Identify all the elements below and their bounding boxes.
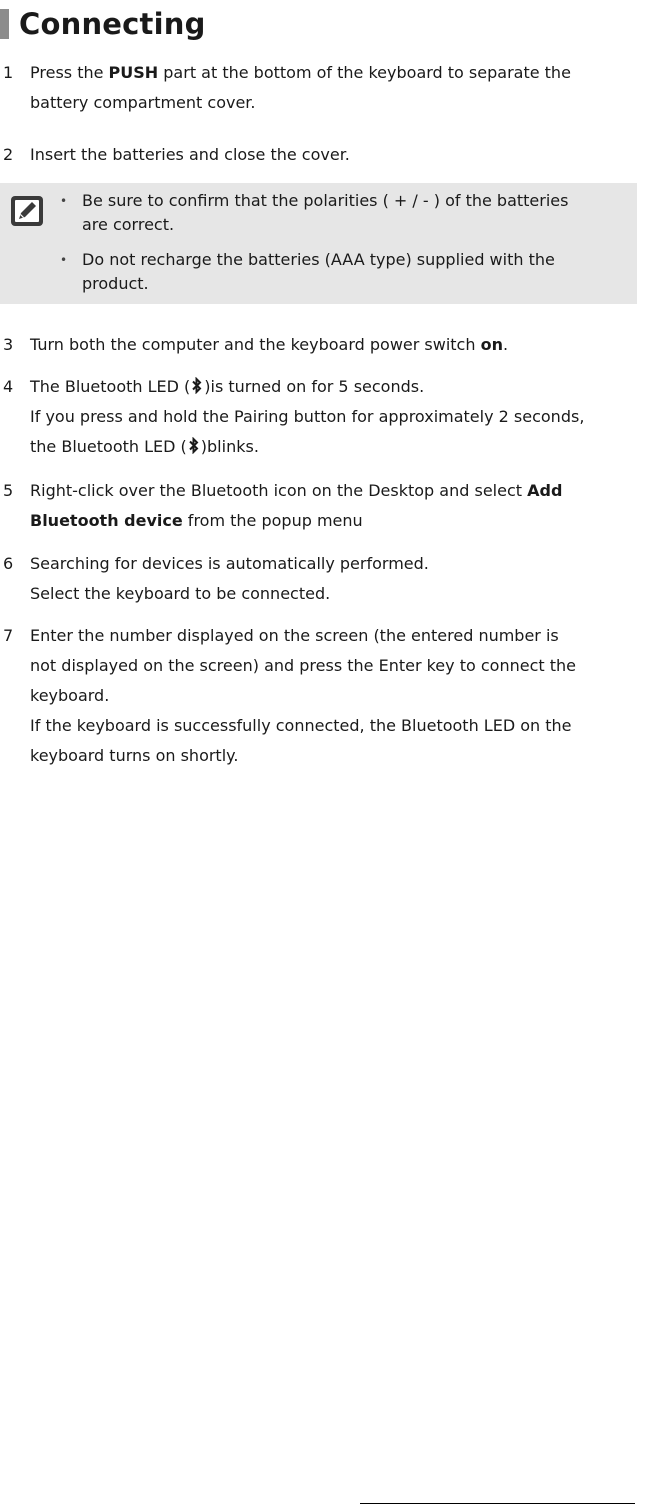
step-text: part at the bottom of the keyboard to separate the [158,63,571,82]
step-text: )is turned on for 5 seconds. [204,377,425,396]
step-number: 2 [3,145,14,164]
step-4 [0,372,640,462]
step-1 [0,58,640,118]
note-item [58,189,618,237]
step-number: 7 [3,626,14,645]
step-text: keyboard turns on shortly. [30,746,239,765]
note-text: Be sure to confirm that the polarities ( + / - ) of the batteries [82,191,569,210]
note-item [58,248,618,296]
push-label: PUSH [108,63,159,82]
step-text: Select the keyboard to be connected. [30,584,331,603]
step-text: not displayed on the screen) and press the Enter key to connect the [30,656,576,675]
footer-rule [360,1503,635,1504]
step-6 [0,549,640,609]
step-text: keyboard. [30,686,110,705]
step-text: Searching for devices is automatically performed. [30,554,429,573]
step-text: Press the [30,63,109,82]
bullet-icon: • [60,194,68,208]
step-7 [0,621,640,771]
step-text: The Bluetooth LED ( [30,377,191,396]
step-text: If you press and hold the Pairing button for approximately 2 seconds, [30,407,585,426]
note-box [0,183,637,304]
section-heading [0,6,206,42]
heading-title: Connecting [19,7,206,41]
bluetooth-icon [191,377,203,394]
step-text: Enter the number displayed on the screen (the entered number is [30,626,559,645]
step-text: Turn both the computer and the keyboard power switch [30,335,481,354]
step-text: )blinks. [200,437,259,456]
step-2 [0,140,640,170]
step-text: battery compartment cover. [30,93,256,112]
bluetooth-icon [188,437,200,454]
step-text: Right-click over the Bluetooth icon on the Desktop and select [30,481,528,500]
note-text: product. [82,274,149,293]
step-number: 6 [3,554,14,573]
step-text: If the keyboard is successfully connected, the Bluetooth LED on the [30,716,572,735]
bullet-icon: • [60,253,68,267]
step-text: from the popup menu [182,511,363,530]
note-text: are correct. [82,215,175,234]
step-number: 1 [3,63,14,82]
step-number: 4 [3,377,14,396]
step-number: 5 [3,481,14,500]
note-text: Do not recharge the batteries (AAA type) supplied with the [82,250,555,269]
step-5 [0,476,640,536]
step-text: Insert the batteries and close the cover. [30,145,350,164]
step-text: the Bluetooth LED ( [30,437,187,456]
step-3 [0,330,640,360]
menu-item-label: Add [527,481,563,500]
heading-bar [0,9,9,39]
step-text: . [502,335,509,354]
menu-item-label: Bluetooth device [30,511,183,530]
on-label: on [480,335,503,354]
step-number: 3 [3,335,14,354]
pencil-note-icon [10,195,44,227]
note-list [58,189,618,307]
